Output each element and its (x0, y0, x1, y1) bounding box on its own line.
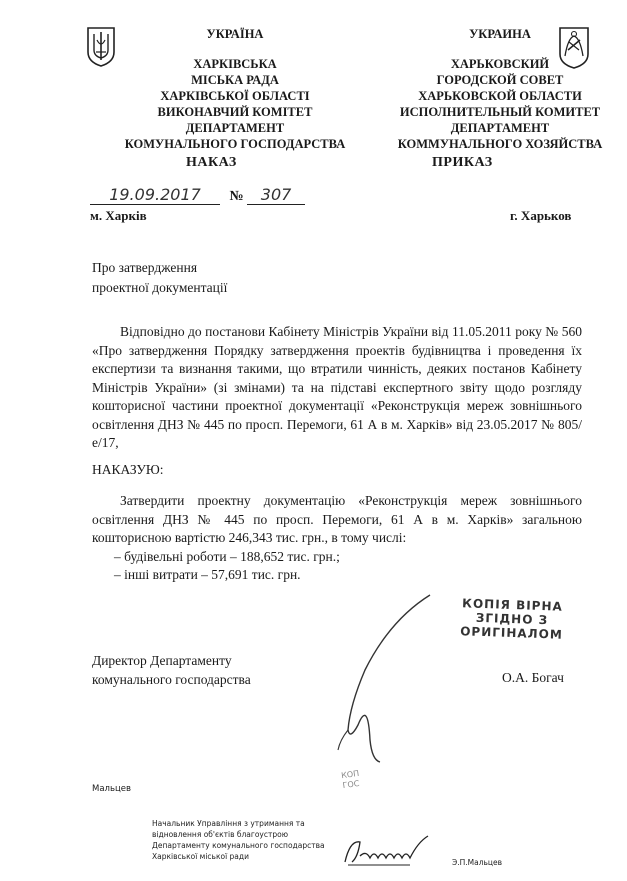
order-title-ua: НАКАЗ (186, 155, 237, 170)
order-number: 307 (247, 185, 305, 205)
prepared-by: Мальцев (92, 784, 132, 794)
header-left-line: ДЕПАРТАМЕНТ (185, 121, 285, 135)
partial-stamp-line: КОП (340, 768, 360, 781)
header-right (365, 26, 627, 152)
header-right-line: ИСПОЛНИТЕЛЬНЫЙ КОМИТЕТ (399, 105, 601, 119)
subject-line: проектної документації (92, 280, 228, 295)
approval-line: Харківської міської ради (152, 852, 249, 861)
approval-signature (340, 832, 440, 872)
order-command: НАКАЗУЮ: (92, 462, 164, 477)
header-right-line: КОММУНАЛЬНОГО ХОЗЯЙСТВА (397, 137, 603, 151)
order-subject (92, 258, 227, 298)
partial-stamp (341, 769, 362, 791)
header-left-line: ХАРКІВСЬКА (193, 57, 277, 71)
copy-stamp-line: ОРИГІНАЛОМ (460, 624, 564, 642)
copy-stamp (451, 596, 572, 642)
director-signature (320, 590, 440, 770)
cost-item: – інші витрати – 57,691 тис. грн. (114, 567, 301, 582)
subject-line: Про затвердження (92, 260, 198, 275)
order-date-number (90, 185, 305, 205)
approval-line: Начальник Управління з утримання та (152, 819, 305, 828)
header-right-line: ХАРЬКОВСКИЙ (450, 57, 550, 71)
header-left (90, 26, 380, 152)
preamble-text: Відповідно до постанови Кабінету Міністрів України від 11.05.2011 року № 560 «Про затвердження Порядку затвердження проектів будівництва і проведення їх експертизи та визнання такими, що втратили чинність, деяких постанов Кабінету Міністрів України» (зі змінами) та на підставі експертного звіту щодо розгляду кошторисної частини проектної документації «Реконструкція мереж зовнішнього освітлення ДНЗ № 445 по просп. Перемоги, 61 А в м. Харків» від 23.05.2017 № 805/е/17, (92, 324, 582, 450)
header-right-line: ГОРОДСКОЙ СОВЕТ (436, 73, 564, 87)
copy-stamp-line: КОПІЯ ВІРНА (461, 596, 564, 614)
city-ua: м. Харків (90, 208, 147, 223)
order-decision (92, 492, 582, 585)
header-right-line: ХАРЬКОВСКОЙ ОБЛАСТИ (418, 89, 582, 103)
copy-stamp-line: ЗГІДНО З (475, 610, 549, 628)
header-left-line: ВИКОНАВЧИЙ КОМІТЕТ (157, 105, 313, 119)
approval-line: Департаменту комунального господарства (152, 841, 325, 850)
approval-name: Э.П.Мальцев (452, 858, 503, 867)
header-left-line: МІСЬКА РАДА (191, 73, 279, 87)
decision-text: Затвердити проектну документацію «Реконструкція мереж зовнішнього освітлення ДНЗ № 445 по просп. Перемоги, 61 А в м. Харків» загальною кошторисною вартістю 246,343 тис. грн., в тому числі: (92, 493, 582, 545)
city-ru: г. Харьков (510, 208, 572, 223)
cost-item: – будівельні роботи – 188,652 тис. грн.; (114, 548, 340, 564)
order-title-ru: ПРИКАЗ (432, 155, 493, 170)
approval-block (152, 818, 325, 862)
signatory-position-line: комунального господарства (92, 671, 251, 687)
signatory-position-line: Директор Департаменту (92, 653, 232, 668)
signatory-position (92, 652, 251, 689)
header-left-country: УКРАЇНА (206, 27, 264, 41)
partial-stamp-line: ГОС (342, 778, 360, 791)
header-right-country: УКРАИНА (469, 27, 531, 41)
order-date: 19.09.2017 (90, 185, 220, 205)
order-number-label: № (229, 189, 244, 204)
cost-list (92, 548, 582, 585)
signatory-name: О.А. Богач (502, 670, 564, 685)
approval-line: відновлення об'єктів благоустрою (152, 830, 289, 839)
order-preamble (92, 323, 582, 453)
header-left-line: ХАРКІВСЬКОЇ ОБЛАСТІ (160, 89, 310, 103)
header-right-line: ДЕПАРТАМЕНТ (450, 121, 550, 135)
header-left-line: КОМУНАЛЬНОГО ГОСПОДАРСТВА (124, 137, 346, 151)
